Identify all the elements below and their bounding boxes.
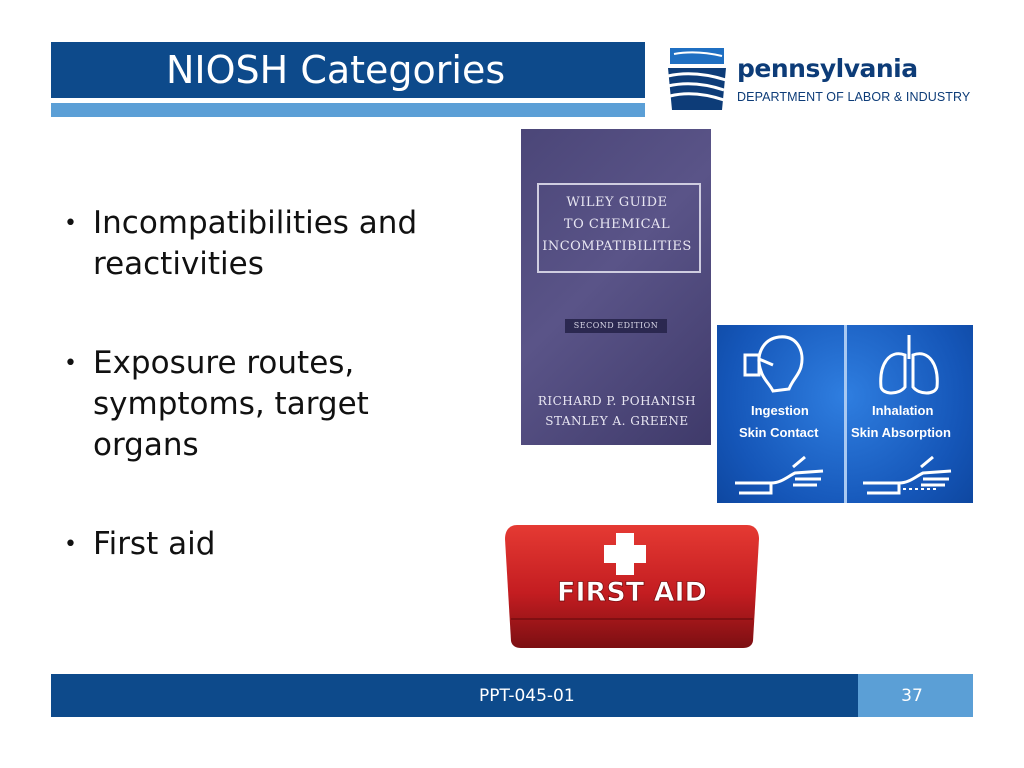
footer-page-box xyxy=(858,674,973,717)
logo-department: DEPARTMENT OF LABOR & INDUSTRY xyxy=(737,90,971,104)
book-author: RICHARD P. POHANISH xyxy=(537,394,697,408)
route-inhalation-label: Inhalation xyxy=(872,403,934,418)
bullet-list xyxy=(64,203,444,623)
route-skin-absorption-label: Skin Absorption xyxy=(851,425,951,440)
logo-wordmark: pennsylvania xyxy=(737,54,918,83)
slide-title: NIOSH Categories xyxy=(166,48,506,92)
keystone-logo-icon xyxy=(664,44,730,114)
route-skin-contact-label: Skin Contact xyxy=(739,425,819,440)
kit-label: FIRST AID xyxy=(557,577,707,608)
footer-bar xyxy=(51,674,858,717)
first-aid-kit-image xyxy=(503,519,761,649)
page-number: 37 xyxy=(901,686,923,706)
hand-absorption-icon xyxy=(859,453,959,499)
bullet-item: • Exposure routes, symptoms, target organs xyxy=(64,343,444,466)
title-underline xyxy=(51,103,645,117)
book-cover-image xyxy=(521,129,711,445)
ingestion-head-icon xyxy=(739,329,819,401)
book-title xyxy=(541,192,693,258)
exposure-routes-image xyxy=(717,325,973,503)
hand-contact-icon xyxy=(731,453,831,499)
lungs-icon xyxy=(869,329,949,401)
title-bar xyxy=(51,42,645,98)
book-authors xyxy=(529,391,705,431)
book-title-line: TO CHEMICAL xyxy=(563,217,671,232)
bullet-item: • Incompatibilities and reactivities xyxy=(64,203,444,285)
book-title-line: WILEY GUIDE xyxy=(566,195,668,210)
footer-code: PPT-045-01 xyxy=(479,686,575,706)
pa-labor-industry-logo xyxy=(664,44,984,114)
bullet-item: • First aid xyxy=(64,524,444,565)
routes-divider-vertical xyxy=(844,325,847,503)
route-ingestion-label: Ingestion xyxy=(751,403,809,418)
book-title-line: INCOMPATIBILITIES xyxy=(542,239,692,254)
book-author: STANLEY A. GREENE xyxy=(545,414,689,428)
book-edition: SECOND EDITION xyxy=(565,319,667,333)
